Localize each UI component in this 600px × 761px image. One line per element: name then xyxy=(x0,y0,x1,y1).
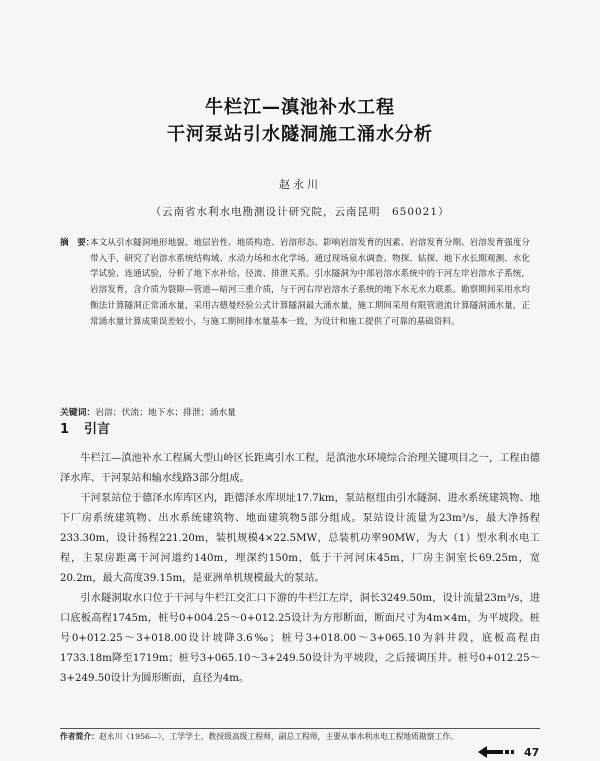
abstract-label: 摘 要： xyxy=(60,238,95,248)
section-number: 1 xyxy=(60,422,70,437)
keywords-text: 岩溶；伏流；地下水；排泄；涌水量 xyxy=(95,408,236,418)
keywords xyxy=(60,405,530,418)
paper-title-line-1: 牛栏江—滇池补水工程 xyxy=(205,97,395,118)
section-heading xyxy=(60,418,540,437)
body-paragraph: 干河泵站位于德泽水库库区内，距德泽水库坝址17.7km，泵站枢纽由引水隧洞、进水系统建筑物、地下厂房系统建筑物、出水系统建筑物、地面建筑物5部分组成。泵站设计流量为23m³/s，最大净扬程233.30m，设计扬程221.20m，装机规模4×22.5MW，总装机功率90MW，为大（1）型水利水电工程，主泵房距离干河河道约140m，埋深约150m，低于干河河床45m，厂房主洞室长69.25m，宽20.2m，最大高度39.15m，是亚洲单机规模最大的泵站。 xyxy=(60,493,540,584)
paper-title-line-2: 干河泵站引水隧洞施工涌水分析 xyxy=(167,124,433,145)
footnote-label: 作者简介： xyxy=(60,732,99,741)
page-number: 47 xyxy=(524,745,540,759)
abstract-text: 本文从引水隧洞地形地貌、地层岩性、地质构造、岩溶形态、影响岩溶发育的因素、岩溶发育分期、岩溶发育强度分带入手，研究了岩溶水系统结构域、水动力场和水化学场。通过现场泉水调查、物探、钻探、地下水长期观测、水化学试验、连通试验，分析了地下水补给、径流、排泄关系。引水隧洞为中部岩溶水系统中的干河左岸岩溶水子系统，岩溶发育，含介质为裂隙—管道—暗河三重介质，与干河右岸岩溶水子系统的地下水无水力联系。勘察期间采用水均衡法计算隧洞正常涌水量，采用古德曼经验公式计算隧洞最大涌水量，施工期间采用有限管道流计算隧洞涌水量，正常涌水量计算成果误差较小，与施工期间排水量基本一致，为设计和施工提供了可靠的基础资料。 xyxy=(90,238,530,327)
page-footer xyxy=(478,745,539,759)
author-name: 赵永川 xyxy=(279,178,321,191)
left-arrow-icon xyxy=(478,746,518,758)
footnote-text: 赵永川（1956—），工学学士，教授级高级工程师，副总工程师，主要从事水利水电工程地质勘察工作。 xyxy=(98,732,458,741)
body-paragraph: 牛栏江—滇池补水工程属大型山岭区长距离引水工程，是滇池水环境综合治理关键项目之一，工程由德泽水库、干河泵站和输水线路3部分组成。 xyxy=(60,453,540,484)
footnote-divider xyxy=(60,728,540,729)
section-title: 引言 xyxy=(84,422,111,437)
abstract xyxy=(60,236,530,330)
author-footnote xyxy=(60,731,530,742)
keywords-label: 关键词： xyxy=(60,408,96,418)
body-paragraph: 引水隧洞取水口位于干河与牛栏江交汇口下游的牛栏江左岸，洞长3249.50m，设计流量23m³/s，进口底板高程1745m，桩号0+004.25～0+012.25设计为方形断面，断面尺寸为4m×4m，为平坡段。桩号0+012.25～3+018.00设计坡降3.6‰；桩号3+018.00～3+065.10为斜井段，底板高程由1733.18m降至1719m；桩号3+065.10～3+249.50设计为平坡段，之后接调压井。桩号0+012.25～3+249.50设计为圆形断面，直径为4m。 xyxy=(60,593,540,684)
author-affiliation: （云南省水利水电勘测设计研究院，云南昆明 650021） xyxy=(150,206,450,218)
